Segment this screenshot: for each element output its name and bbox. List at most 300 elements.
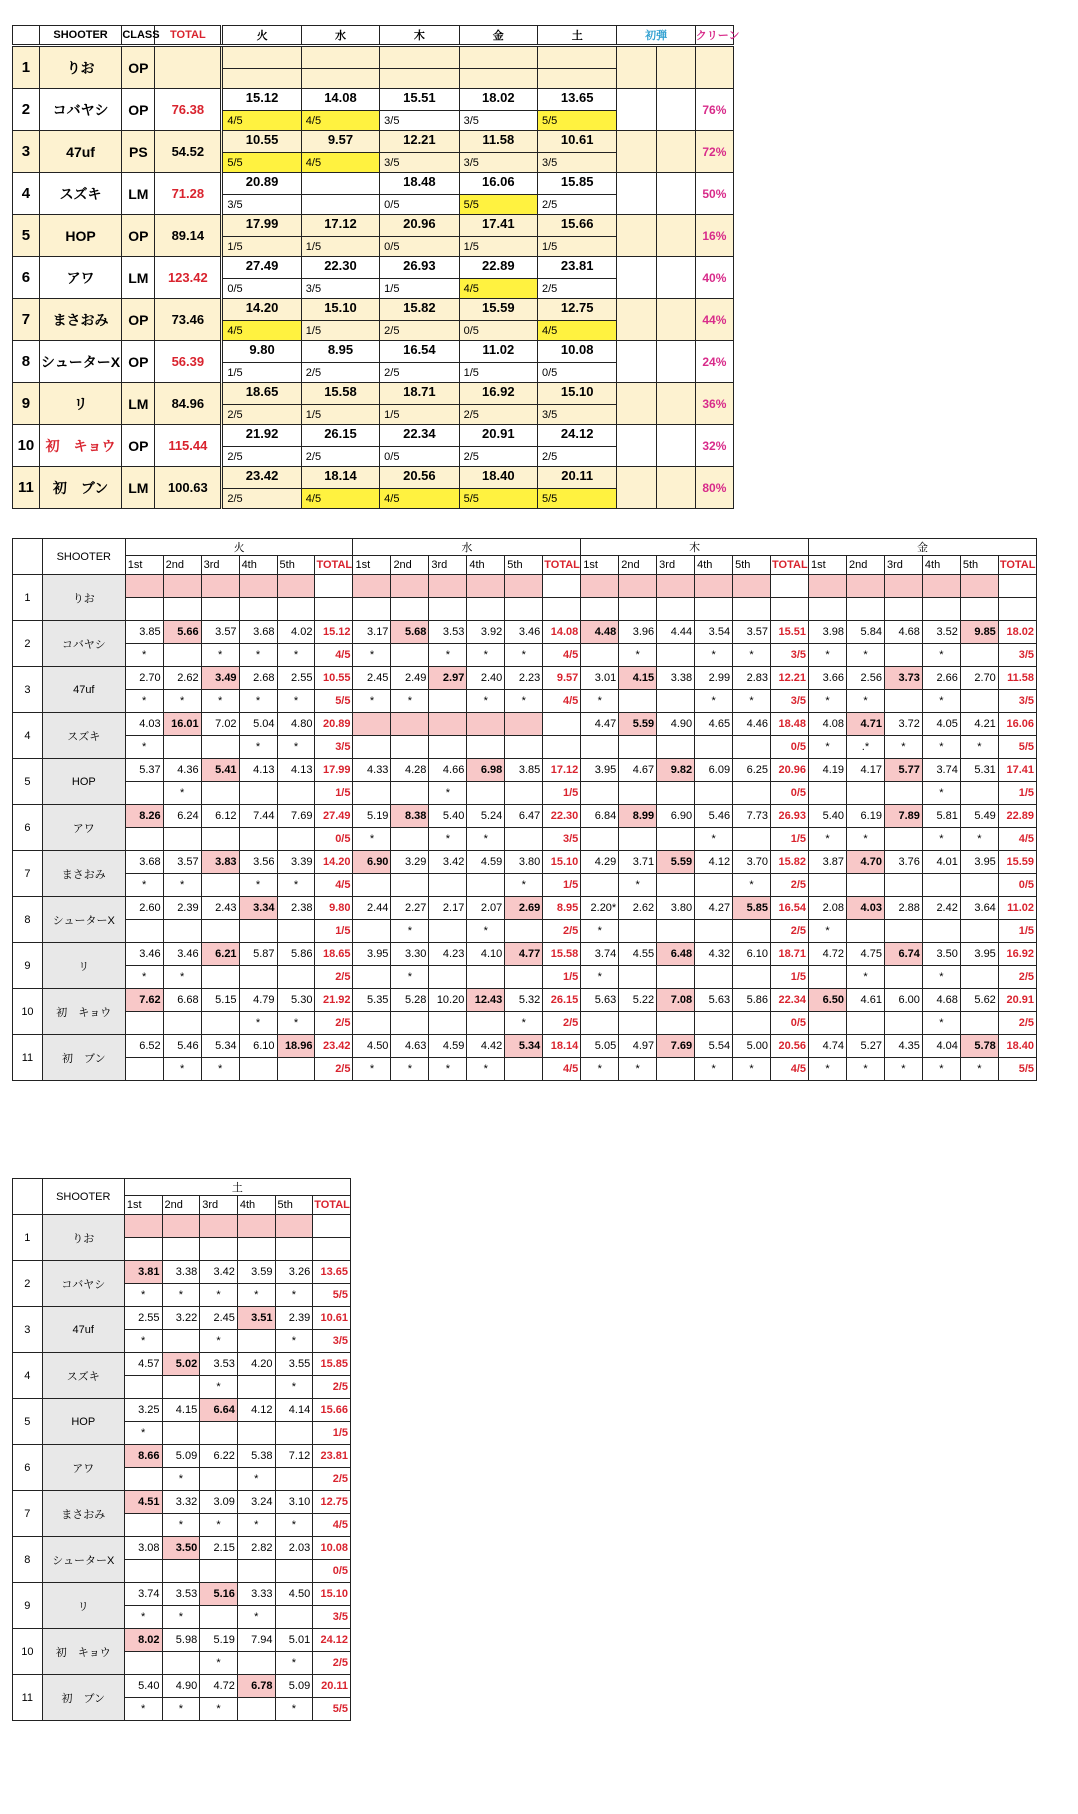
clean-mark xyxy=(657,874,695,897)
clean-mark: * xyxy=(619,644,657,667)
clean-mark xyxy=(847,874,885,897)
day-time-value: 10.61 xyxy=(560,132,594,147)
shot-time: 3.42 xyxy=(429,851,467,874)
day-clean-fraction: 4/5 xyxy=(301,111,379,131)
clean-mark xyxy=(391,782,429,805)
shot-time: 5.19 xyxy=(200,1629,238,1652)
clean-mark xyxy=(884,828,922,851)
day-time-value: 16.06 xyxy=(482,174,515,189)
day-time-value: 17.99 xyxy=(245,216,279,231)
day-time-value: 20.11 xyxy=(561,468,594,483)
shot-time: 4.70 xyxy=(847,851,885,874)
day-time xyxy=(222,89,301,111)
clean-mark: * xyxy=(124,1422,162,1445)
shot-time: 5.40 xyxy=(124,1675,162,1698)
clean-mark xyxy=(847,598,885,621)
clean-mark xyxy=(884,874,922,897)
clean-mark xyxy=(657,782,695,805)
shot-header: 5th xyxy=(275,1196,313,1215)
shot-header: 1st xyxy=(124,1196,162,1215)
clean-mark xyxy=(201,782,239,805)
summary-row xyxy=(13,89,734,111)
shot-time: 5.63 xyxy=(695,989,733,1012)
total-time: 115.44 xyxy=(155,425,222,467)
shot-time: 5.09 xyxy=(162,1445,200,1468)
day-total: 15.58 xyxy=(543,943,581,966)
summary-row xyxy=(13,131,734,153)
shot-time: 3.46 xyxy=(125,943,163,966)
day-clean-fraction: 5/5 xyxy=(537,111,616,131)
clean-mark: * xyxy=(960,736,998,759)
clean-mark xyxy=(237,1560,275,1583)
day-time-value: 21.92 xyxy=(245,426,279,441)
shooter-name: アワ xyxy=(42,805,125,851)
clean-fraction: 4/5 xyxy=(315,874,353,897)
clean-mark xyxy=(884,690,922,713)
day-time-value: 24.12 xyxy=(560,426,594,441)
detail-row xyxy=(13,897,1037,920)
clean-mark: * xyxy=(809,736,847,759)
day-total: 17.41 xyxy=(998,759,1036,782)
day-clean-fraction: 0/5 xyxy=(222,279,301,299)
summary-row xyxy=(13,46,734,69)
shot-time: 6.84 xyxy=(581,805,619,828)
shot-time: 4.03 xyxy=(125,713,163,736)
detail-shot-header-row xyxy=(13,556,1037,575)
clean-fraction: 2/5 xyxy=(313,1468,351,1491)
clean-fraction: 0/5 xyxy=(771,736,809,759)
shot-time: 3.29 xyxy=(391,851,429,874)
shot-header: 2nd xyxy=(162,1196,200,1215)
shot-header: 4th xyxy=(922,556,960,575)
day-header: 金 xyxy=(809,539,1037,556)
day-total: 10.55 xyxy=(315,667,353,690)
shot-time: 2.88 xyxy=(884,897,922,920)
shot-header: 1st xyxy=(809,556,847,575)
clean-fraction: 4/5 xyxy=(543,644,581,667)
shot-time: 3.42 xyxy=(200,1261,238,1284)
first-shot-cell xyxy=(617,131,656,173)
shot-time: 4.57 xyxy=(124,1353,162,1376)
shot-time xyxy=(429,575,467,598)
day-time xyxy=(222,215,301,237)
shot-time: 4.55 xyxy=(619,943,657,966)
first-shot-cell xyxy=(656,89,695,131)
shot-time: 4.19 xyxy=(809,759,847,782)
day-total: 10.08 xyxy=(313,1537,351,1560)
shot-time: 7.08 xyxy=(657,989,695,1012)
shot-time: 5.84 xyxy=(847,621,885,644)
day-clean-fraction: 3/5 xyxy=(301,279,379,299)
clean-mark xyxy=(275,1560,313,1583)
shot-time xyxy=(125,575,163,598)
shot-time: 7.12 xyxy=(275,1445,313,1468)
day-time xyxy=(380,257,459,279)
day-time-value: 16.54 xyxy=(403,342,436,357)
day-total: 11.02 xyxy=(998,897,1036,920)
shot-time: 9.82 xyxy=(657,759,695,782)
row-number: 5 xyxy=(13,759,43,805)
clean-mark: * xyxy=(391,966,429,989)
first-shot-cell xyxy=(656,383,695,425)
clean-mark xyxy=(505,1058,543,1081)
day-header: 火 xyxy=(125,539,353,556)
detail-row-marks xyxy=(13,782,1037,805)
clean-fraction: 5/5 xyxy=(313,1284,351,1307)
day-total: 15.85 xyxy=(313,1353,351,1376)
shooter-header: SHOOTER xyxy=(42,1179,124,1215)
clean-percent: 16% xyxy=(695,215,733,257)
day-time-value: 26.15 xyxy=(324,426,357,441)
shooter-class: OP xyxy=(122,215,155,257)
day-total: 12.21 xyxy=(771,667,809,690)
shot-time xyxy=(884,575,922,598)
shot-time: 2.45 xyxy=(353,667,391,690)
day-clean-fraction: 2/5 xyxy=(222,405,301,425)
clean-mark: * xyxy=(581,690,619,713)
detail-day-header-row xyxy=(13,539,1037,556)
shooter-name: 47uf xyxy=(39,131,122,173)
clean-mark: * xyxy=(695,1058,733,1081)
clean-mark: * xyxy=(275,1652,313,1675)
day-clean-fraction: 1/5 xyxy=(301,405,379,425)
row-number: 10 xyxy=(13,1629,43,1675)
shot-time: 4.66 xyxy=(429,759,467,782)
day-time xyxy=(459,467,537,489)
clean-mark xyxy=(657,644,695,667)
shot-time: 2.55 xyxy=(277,667,315,690)
shot-time: 2.38 xyxy=(277,897,315,920)
clean-mark: * xyxy=(467,644,505,667)
clean-mark: * xyxy=(429,782,467,805)
row-number: 8 xyxy=(13,341,40,383)
shot-time: 7.73 xyxy=(733,805,771,828)
day-total: 21.92 xyxy=(315,989,353,1012)
shot-time: 3.22 xyxy=(162,1307,200,1330)
shot-time: 4.05 xyxy=(922,713,960,736)
clean-mark xyxy=(391,1012,429,1035)
day-time xyxy=(459,131,537,153)
day-time xyxy=(301,257,379,279)
shot-time: 5.27 xyxy=(847,1035,885,1058)
clean-mark: * xyxy=(505,874,543,897)
row-number: 2 xyxy=(13,1261,43,1307)
shot-time: 5.81 xyxy=(922,805,960,828)
clean-mark: * xyxy=(239,690,277,713)
clean-mark xyxy=(695,1012,733,1035)
clean-mark: * xyxy=(467,690,505,713)
shot-time: 5.19 xyxy=(353,805,391,828)
row-number: 8 xyxy=(13,1537,43,1583)
shot-time: 6.10 xyxy=(239,1035,277,1058)
first-shot-cell xyxy=(656,173,695,215)
shot-time: 4.42 xyxy=(467,1035,505,1058)
shot-time: 2.62 xyxy=(619,897,657,920)
shooter-name: コバヤシ xyxy=(42,1261,124,1307)
shot-time: 3.68 xyxy=(125,851,163,874)
shot-time: 6.68 xyxy=(163,989,201,1012)
clean-fraction: 1/5 xyxy=(771,966,809,989)
shot-time: 4.21 xyxy=(960,713,998,736)
shot-time xyxy=(163,575,201,598)
clean-fraction: 0/5 xyxy=(771,782,809,805)
clean-fraction: 2/5 xyxy=(543,920,581,943)
detail-row xyxy=(13,575,1037,598)
shot-time: 5.63 xyxy=(581,989,619,1012)
shot-header: 5th xyxy=(733,556,771,575)
day-total: 18.40 xyxy=(998,1035,1036,1058)
day-clean-fraction: 3/5 xyxy=(537,405,616,425)
shot-time: 3.32 xyxy=(162,1491,200,1514)
clean-fraction: 1/5 xyxy=(543,966,581,989)
day-clean-fraction: 4/5 xyxy=(301,153,379,173)
shot-time: 2.03 xyxy=(275,1537,313,1560)
shot-time: 4.72 xyxy=(809,943,847,966)
row-number: 3 xyxy=(13,667,43,713)
shot-time: 3.39 xyxy=(277,851,315,874)
shooter-name: スズキ xyxy=(42,713,125,759)
clean-fraction: 1/5 xyxy=(315,920,353,943)
shot-time: 5.34 xyxy=(505,1035,543,1058)
day-time-value: 8.95 xyxy=(327,342,354,357)
shot-time: 2.83 xyxy=(733,667,771,690)
clean-mark xyxy=(619,1012,657,1035)
clean-mark xyxy=(125,598,163,621)
shot-time: 3.38 xyxy=(162,1261,200,1284)
clean-mark: * xyxy=(162,1514,200,1537)
shot-time: 3.33 xyxy=(237,1583,275,1606)
clean-header: クリーン xyxy=(695,26,733,46)
shooter-name: HOP xyxy=(42,1399,124,1445)
day-clean-fraction: 2/5 xyxy=(301,447,379,467)
day-clean-fraction: 4/5 xyxy=(459,279,537,299)
clean-mark xyxy=(884,644,922,667)
shot-header: 3rd xyxy=(200,1196,238,1215)
clean-mark xyxy=(695,874,733,897)
shooter-header: SHOOTER xyxy=(39,26,122,46)
day-time xyxy=(301,383,379,405)
detail-row xyxy=(13,1399,351,1422)
clean-mark xyxy=(124,1514,162,1537)
clean-mark xyxy=(429,1012,467,1035)
clean-fraction: 3/5 xyxy=(313,1330,351,1353)
day-time xyxy=(459,383,537,405)
shot-time: 3.71 xyxy=(619,851,657,874)
shot-time: 3.50 xyxy=(922,943,960,966)
shot-time: 2.20* xyxy=(581,897,619,920)
clean-mark: * xyxy=(809,644,847,667)
day-clean-fraction: 5/5 xyxy=(459,489,537,509)
shot-time: 6.25 xyxy=(733,759,771,782)
first-shot-cell xyxy=(656,341,695,383)
clean-mark xyxy=(581,644,619,667)
shot-time: 3.95 xyxy=(581,759,619,782)
shot-time: 4.59 xyxy=(429,1035,467,1058)
clean-fraction: 4/5 xyxy=(315,644,353,667)
shot-time: 2.15 xyxy=(200,1537,238,1560)
clean-fraction: 5/5 xyxy=(998,736,1036,759)
clean-mark xyxy=(429,874,467,897)
summary-row xyxy=(13,425,734,447)
shot-time: 5.31 xyxy=(960,759,998,782)
shot-time xyxy=(922,575,960,598)
clean-mark xyxy=(619,736,657,759)
summary-row xyxy=(13,257,734,279)
day-time xyxy=(537,383,616,405)
shooter-name: コバヤシ xyxy=(39,89,122,131)
shot-time: 4.15 xyxy=(162,1399,200,1422)
first-shot-cell xyxy=(656,425,695,467)
clean-mark xyxy=(200,1468,238,1491)
clean-mark xyxy=(201,598,239,621)
shot-time: 2.62 xyxy=(163,667,201,690)
shooter-name: りお xyxy=(42,575,125,621)
clean-percent: 44% xyxy=(695,299,733,341)
day-total: 15.12 xyxy=(315,621,353,644)
shot-time: 4.13 xyxy=(239,759,277,782)
clean-mark xyxy=(163,1012,201,1035)
clean-mark xyxy=(429,966,467,989)
day-header: 木 xyxy=(581,539,809,556)
day-time xyxy=(380,46,459,69)
clean-mark xyxy=(277,1058,315,1081)
shot-time: 3.68 xyxy=(239,621,277,644)
shot-time: 4.29 xyxy=(581,851,619,874)
clean-mark xyxy=(733,828,771,851)
clean-mark xyxy=(467,782,505,805)
day-clean-fraction xyxy=(301,195,379,215)
shot-time: 5.09 xyxy=(275,1675,313,1698)
clean-mark xyxy=(353,782,391,805)
blank-header-cell xyxy=(13,26,40,46)
clean-mark xyxy=(275,1606,313,1629)
clean-mark: * xyxy=(237,1514,275,1537)
day-total: 23.81 xyxy=(313,1445,351,1468)
clean-mark xyxy=(657,1058,695,1081)
shot-time: 3.53 xyxy=(200,1353,238,1376)
detail-row xyxy=(13,713,1037,736)
shot-time: 3.80 xyxy=(505,851,543,874)
clean-fraction: 5/5 xyxy=(315,690,353,713)
clean-mark: * xyxy=(922,782,960,805)
clean-mark: * xyxy=(467,828,505,851)
shot-time xyxy=(391,575,429,598)
row-number: 4 xyxy=(13,713,43,759)
clean-mark xyxy=(275,1238,313,1261)
clean-mark: * xyxy=(239,736,277,759)
summary-table xyxy=(12,25,740,509)
shooter-class: OP xyxy=(122,89,155,131)
day-clean-fraction: 4/5 xyxy=(537,321,616,341)
first-shot-cell xyxy=(617,257,656,299)
day-total: 22.34 xyxy=(771,989,809,1012)
clean-fraction: 4/5 xyxy=(771,1058,809,1081)
clean-mark xyxy=(733,598,771,621)
clean-mark: * xyxy=(847,644,885,667)
clean-mark xyxy=(884,782,922,805)
day-time xyxy=(537,257,616,279)
clean-mark xyxy=(163,736,201,759)
shot-time: 3.01 xyxy=(581,667,619,690)
shot-time: 4.17 xyxy=(847,759,885,782)
shot-time: 6.22 xyxy=(200,1445,238,1468)
day-time xyxy=(380,299,459,321)
detail-row xyxy=(13,667,1037,690)
shot-time xyxy=(695,575,733,598)
day-time-value: 20.89 xyxy=(245,174,279,189)
shot-time: 4.50 xyxy=(275,1583,313,1606)
day-clean-fraction: 3/5 xyxy=(459,153,537,173)
day-time-value: 15.66 xyxy=(560,216,594,231)
detail-day-header-row xyxy=(13,1179,351,1196)
shot-time: 2.60 xyxy=(125,897,163,920)
day-time xyxy=(537,425,616,447)
shot-time: 4.04 xyxy=(922,1035,960,1058)
clean-fraction: 2/5 xyxy=(543,1012,581,1035)
shot-header: 3rd xyxy=(657,556,695,575)
clean-mark: .* xyxy=(847,736,885,759)
clean-mark: * xyxy=(581,966,619,989)
clean-fraction: 5/5 xyxy=(998,1058,1036,1081)
shooter-name: まさおみ xyxy=(39,299,122,341)
day-time xyxy=(380,131,459,153)
clean-mark xyxy=(200,1422,238,1445)
clean-fraction: 2/5 xyxy=(998,966,1036,989)
row-number: 9 xyxy=(13,1583,43,1629)
day-total: 24.12 xyxy=(313,1629,351,1652)
shot-time: 3.50 xyxy=(162,1537,200,1560)
clean-mark: * xyxy=(277,1012,315,1035)
day-time xyxy=(301,173,379,195)
shot-header: 4th xyxy=(237,1196,275,1215)
day-time xyxy=(537,215,616,237)
shot-time: 7.89 xyxy=(884,805,922,828)
clean-mark xyxy=(353,1012,391,1035)
day-time-value: 14.08 xyxy=(324,90,357,105)
total-header: TOTAL xyxy=(155,26,222,46)
shot-time: 3.56 xyxy=(239,851,277,874)
clean-mark xyxy=(429,598,467,621)
day-total: 10.61 xyxy=(313,1307,351,1330)
shooter-name: 初 ブン xyxy=(39,467,122,509)
day-total: 15.66 xyxy=(313,1399,351,1422)
clean-mark: * xyxy=(429,644,467,667)
day-total: 26.15 xyxy=(543,989,581,1012)
day-total: 15.59 xyxy=(998,851,1036,874)
row-number: 1 xyxy=(13,1215,43,1261)
day-time xyxy=(459,257,537,279)
clean-mark: * xyxy=(884,736,922,759)
clean-mark xyxy=(353,736,391,759)
day-total xyxy=(998,575,1036,598)
clean-mark xyxy=(237,1698,275,1721)
clean-mark xyxy=(353,966,391,989)
detail-row-marks xyxy=(13,874,1037,897)
day-clean-fraction xyxy=(222,69,301,89)
day-time-value: 22.89 xyxy=(482,258,515,273)
clean-mark: * xyxy=(125,690,163,713)
detail-row xyxy=(13,1675,351,1698)
row-number: 8 xyxy=(13,897,43,943)
day-clean-fraction: 1/5 xyxy=(380,405,459,425)
total-header: TOTAL xyxy=(315,556,353,575)
shot-time: 4.59 xyxy=(467,851,505,874)
day-time xyxy=(537,89,616,111)
clean-mark xyxy=(733,920,771,943)
summary-row xyxy=(13,215,734,237)
clean-mark: * xyxy=(277,736,315,759)
day-total: 14.08 xyxy=(543,621,581,644)
